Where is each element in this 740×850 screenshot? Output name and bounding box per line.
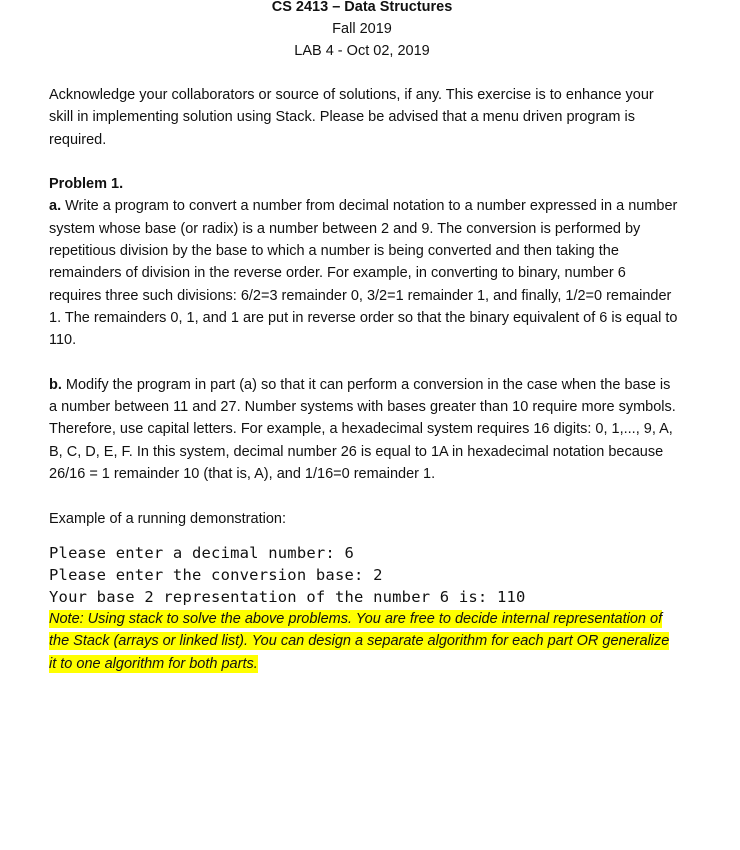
demo-line: Please enter a decimal number: 6 (49, 543, 355, 562)
note-text: Note: Using stack to solve the above problems. You are free to decide internal representation of the Stack (arrays or linked list). You can design a separate algorithm for each part OR generalize it to one algorithm for both parts. (49, 610, 670, 672)
part-a-label: a. (49, 198, 62, 215)
part-a-text: Write a program to convert a number from decimal notation to a number expressed in a number system whose base (or radix) is a number between 2 and 9. The conversion is performed by repetitious division by the base to which a number is being converted and then taking the remainders of division in the reverse order. For example, in converting to binary, number 6 requires three such divisions: 6/2=3 remainder 0, 3/2=1 remainder 1, and finally, 1/2=0 remainder 1. The remainders 0, 1, and 1 are put in reverse order so that the binary equivalent of 6 is equal to 110. (49, 198, 678, 349)
part-b-label: b. (49, 376, 62, 393)
demo-output (49, 542, 679, 608)
problem-title: Problem 1. (49, 176, 124, 193)
document-header (0, 0, 724, 62)
document-body (49, 84, 679, 675)
highlighted-note (49, 608, 679, 675)
lab-label: LAB 4 - Oct 02, 2019 (294, 43, 430, 59)
demo-line: Your base 2 representation of the number 6 is: 110 (49, 587, 526, 606)
part-a-paragraph (49, 195, 679, 351)
part-b-paragraph (49, 374, 679, 485)
example-heading: Example of a running demonstration: (49, 510, 286, 527)
demo-line: Please enter the conversion base: 2 (49, 565, 383, 584)
term-label: Fall 2019 (332, 21, 392, 37)
intro-paragraph: Acknowledge your collaborators or source of solutions, if any. This exercise is to enhance your skill in implementing solution using Stack. Please be advised that a menu driven program is required. (49, 87, 654, 148)
course-title: CS 2413 – Data Structures (271, 0, 453, 15)
part-b-text: Modify the program in part (a) so that it can perform a conversion in the case when the base is a number between 11 and 27. Number systems with bases greater than 10 require more symbols. Therefore, use capital letters. For example, a hexadecimal system requires 16 digits: 0, 1,..., 9, A, B, C, D, E, F. In this system, decimal number 26 is equal to 1A in hexadecimal notation because 26/16 = 1 remainder 10 (that is, A), and 1/16=0 remainder 1. (49, 376, 676, 483)
